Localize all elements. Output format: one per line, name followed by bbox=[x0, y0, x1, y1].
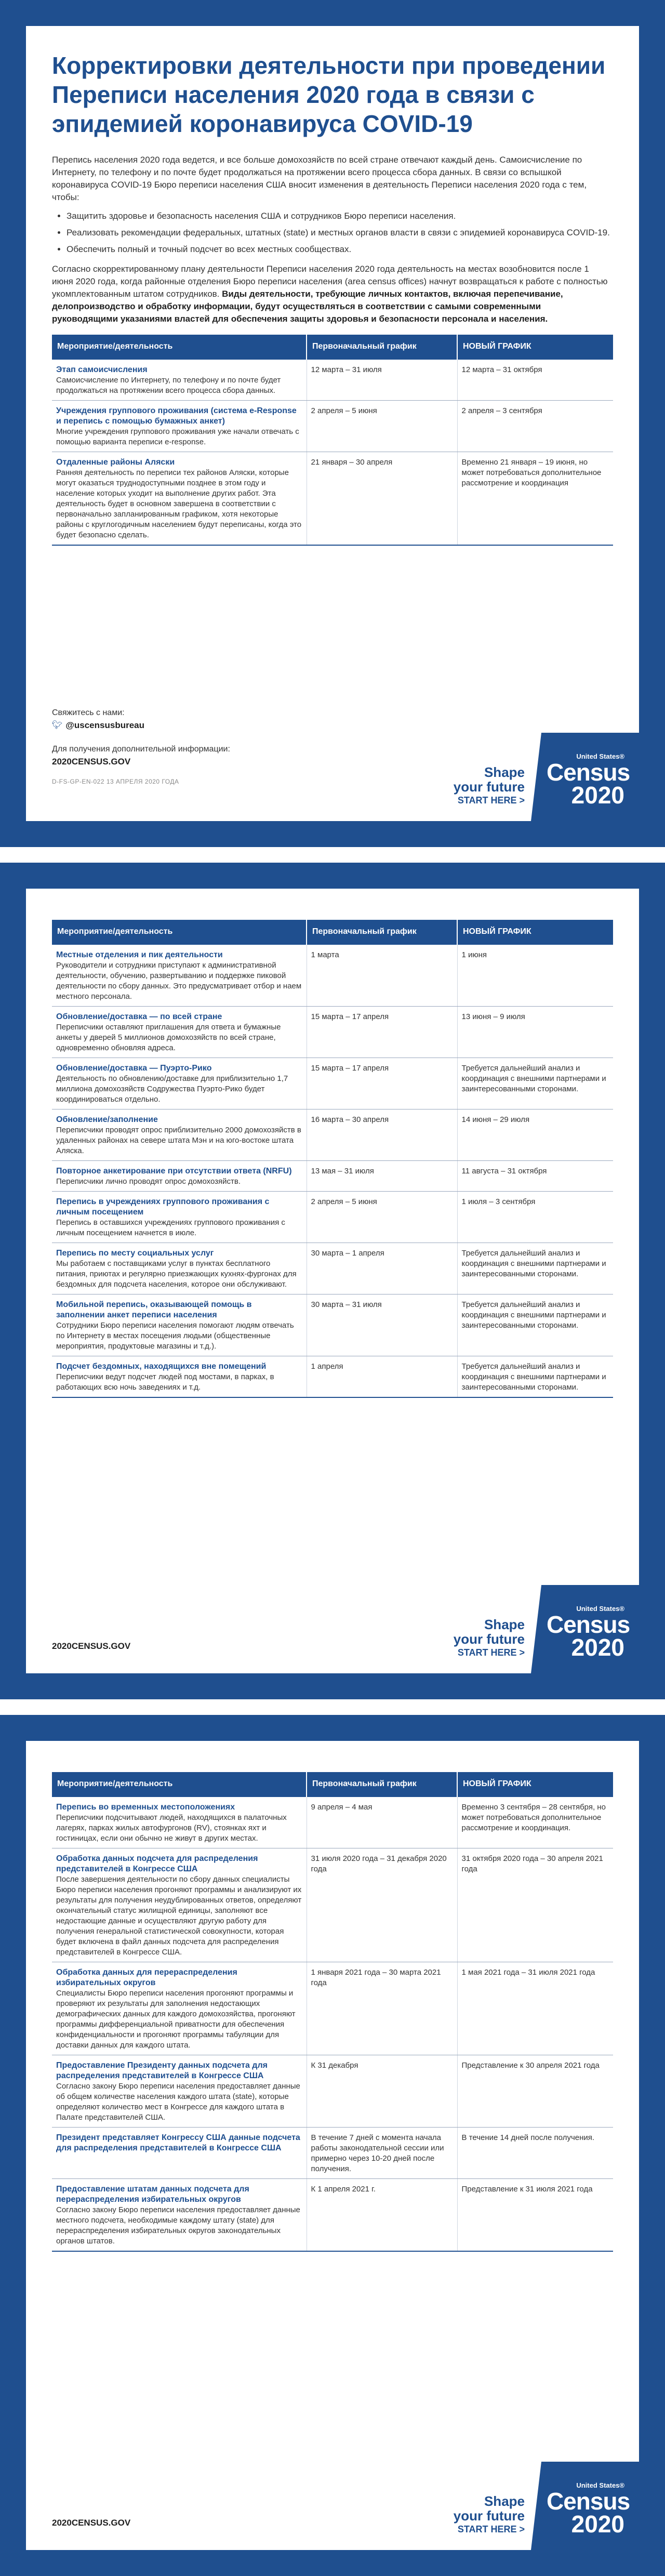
activity-description: Переписчики подсчитывают людей, находящихся в палаточных лагерях, парках жилых автофургонов (RV), стоянках яхт и гостиницах, если они обычно не живут в других местах. bbox=[56, 1813, 287, 1843]
new-schedule-cell: Временно 21 января – 19 июня, но может потребоваться дополнительное рассмотрение и координация bbox=[457, 452, 613, 546]
shape-your-future-logo: Shape your future START HERE > bbox=[453, 2493, 525, 2534]
new-schedule-cell: 11 августа – 31 октября bbox=[457, 1161, 613, 1192]
original-schedule-cell: 16 марта – 30 апреля bbox=[307, 1109, 457, 1161]
table-row bbox=[52, 2055, 613, 2128]
new-schedule-cell: Представление к 31 июля 2021 года bbox=[457, 2179, 613, 2252]
original-schedule-cell: 9 апреля – 4 мая bbox=[307, 1796, 457, 1848]
activity-title: Обработка данных для перераспределения избирательных округов bbox=[56, 1968, 237, 1987]
activity-description: Самоисчисление по Интернету, по телефону и по почте будет продолжаться на протяжении всего процесса сбора данных. bbox=[56, 376, 281, 395]
original-schedule-cell: 2 апреля – 5 июня bbox=[307, 401, 457, 452]
activity-cell bbox=[52, 2128, 307, 2179]
page-2-content bbox=[52, 920, 613, 1398]
new-schedule-cell: 13 июня – 9 июля bbox=[457, 1007, 613, 1058]
brand-angle bbox=[531, 733, 541, 821]
table-header-row bbox=[52, 920, 613, 944]
activity-cell bbox=[52, 401, 307, 452]
schedule-table-2 bbox=[52, 920, 613, 1398]
activity-description: Согласно закону Бюро переписи населения предоставляет данные местного подсчета, необходимые каждому штату (state) для перераспределения избирательных округов законодательных органов штатов. bbox=[56, 2205, 300, 2245]
activity-cell bbox=[52, 1109, 307, 1161]
plan-paragraph-normal: Согласно скорректированному плану деятельности Переписи населения 2020 года деятельность на местах возобновится после 1 июня 2020 года, когда районные отделения Бюро переписи населения (area census offices) начнут возвращаться к работе с полностью укомплектованным штатом сотрудников. bbox=[52, 264, 608, 299]
activity-title: Предоставление Президенту данных подсчета для распределения представителей в Конгрессе США bbox=[56, 2061, 268, 2080]
shape-your-future-logo: Shape your future START HERE > bbox=[453, 1617, 525, 1658]
new-schedule-cell: Требуется дальнейший анализ и координация с внешними партнерами и заинтересованными сторонами. bbox=[457, 1058, 613, 1109]
original-schedule-cell: 12 марта – 31 июля bbox=[307, 359, 457, 401]
original-schedule-cell: 2 апреля – 5 июня bbox=[307, 1192, 457, 1243]
activity-description: Ранняя деятельность по переписи тех районов Аляски, которые могут оказаться труднодоступными позднее в этом году и население которых уходит на выполнение других работ. Эта деятельность будет в основном завершена в соответствии с первоначально запланированным графиком, хотя некоторые районы с круглогодичным населением будут переписаны, когда это будет безопасно сделать. bbox=[56, 468, 302, 539]
page-2-footer bbox=[52, 1640, 130, 1653]
census-brand-block bbox=[447, 1585, 639, 1673]
twitter-handle-link[interactable]: @uscensusbureau bbox=[65, 720, 144, 730]
activity-title: Учреждения группового проживания (система e-Response и перепись с помощью бумажных анкет) bbox=[56, 406, 297, 426]
header-new-schedule: НОВЫЙ ГРАФИК bbox=[457, 920, 613, 944]
new-schedule-cell: 14 июня – 29 июля bbox=[457, 1109, 613, 1161]
original-schedule-cell: 1 марта bbox=[307, 944, 457, 1007]
table-row bbox=[52, 1796, 613, 1848]
activity-cell bbox=[52, 1356, 307, 1398]
census-2020-logo: United States® Census 2020 bbox=[547, 2481, 630, 2538]
original-schedule-cell: 30 марта – 1 апреля bbox=[307, 1243, 457, 1294]
activity-title: Местные отделения и пик деятельности bbox=[56, 950, 223, 959]
brand-angle bbox=[531, 1585, 541, 1673]
page-3-content bbox=[52, 1772, 613, 2252]
original-schedule-cell: В течение 7 дней с момента начала работы законодательной сессии или примерно через 10-20 дней после получения. bbox=[307, 2128, 457, 2179]
document-code: D-FS-GP-EN-022 13 АПРЕЛЯ 2020 ГОДА bbox=[52, 778, 179, 785]
new-schedule-cell: 1 июля – 3 сентября bbox=[457, 1192, 613, 1243]
activity-cell bbox=[52, 359, 307, 401]
twitter-bird-icon: 🐦︎ bbox=[52, 721, 63, 730]
page-2 bbox=[0, 863, 665, 1699]
original-schedule-cell: К 1 апреля 2021 г. bbox=[307, 2179, 457, 2252]
census-2020-logo: United States® Census 2020 bbox=[547, 1605, 630, 1661]
activity-title: Мобильной перепись, оказывающей помощь в заполнении анкет переписи населения bbox=[56, 1300, 252, 1319]
table-row bbox=[52, 1243, 613, 1294]
new-schedule-cell: 1 мая 2021 года – 31 июля 2021 года bbox=[457, 1962, 613, 2055]
table-row bbox=[52, 1058, 613, 1109]
activity-title: Этап самоисчисления bbox=[56, 365, 148, 374]
page-3 bbox=[0, 1715, 665, 2576]
plan-paragraph bbox=[52, 263, 608, 325]
document-title: Корректировки деятельности при проведении Переписи населения 2020 года в связи с эпидемией коронавируса COVID-19 bbox=[52, 52, 606, 137]
page-1 bbox=[0, 0, 665, 847]
page-1-footer bbox=[52, 707, 230, 788]
activity-description: Сотрудники Бюро переписи населения помогают людям отвечать по Интернету в местах посещения людьми (общественные мероприятия, продуктовые магазины и т.д.). bbox=[56, 1321, 294, 1351]
new-schedule-cell: Требуется дальнейший анализ и координация с внешними партнерами и заинтересованными сторонами. bbox=[457, 1356, 613, 1398]
activity-title: Отдаленные районы Аляски bbox=[56, 458, 175, 467]
new-schedule-cell: 1 июня bbox=[457, 944, 613, 1007]
activity-title: Обновление/заполнение bbox=[56, 1115, 158, 1124]
census-brand-block bbox=[447, 2462, 639, 2550]
original-schedule-cell: 13 мая – 31 июля bbox=[307, 1161, 457, 1192]
table-row bbox=[52, 1109, 613, 1161]
website-link[interactable]: 2020CENSUS.GOV bbox=[52, 757, 131, 767]
activity-title: Президент представляет Конгрессу США данные подсчета для распределения представителей в Конгрессе США bbox=[56, 2133, 300, 2152]
activity-title: Перепись по месту социальных услуг bbox=[56, 1249, 214, 1258]
table-row bbox=[52, 1192, 613, 1243]
twitter-line bbox=[52, 719, 230, 732]
schedule-table-1 bbox=[52, 335, 613, 546]
table-row bbox=[52, 1007, 613, 1058]
activity-cell bbox=[52, 1796, 307, 1848]
activity-description: Перепись в оставшихся учреждениях группового проживания с личным посещением начнется в июле. bbox=[56, 1218, 285, 1237]
activity-cell bbox=[52, 2179, 307, 2252]
page-1-content bbox=[52, 51, 613, 546]
original-schedule-cell: 21 января – 30 апреля bbox=[307, 452, 457, 546]
goal-item-1: • Защитить здоровье и безопасность населения США и сотрудников Бюро переписи населения. bbox=[66, 210, 613, 222]
website-link[interactable]: 2020CENSUS.GOV bbox=[52, 2518, 131, 2528]
goal-item-3: • Обеспечить полный и точный подсчет во всех местных сообществах. bbox=[66, 243, 613, 256]
activity-title: Повторное анкетирование при отсутствии ответа (NRFU) bbox=[56, 1167, 292, 1175]
activity-cell bbox=[52, 1192, 307, 1243]
schedule-table-3 bbox=[52, 1772, 613, 2252]
activity-description: Многие учреждения группового проживания уже начали отвечать с помощью варианта переписи e-response. bbox=[56, 427, 299, 446]
goals-list bbox=[52, 210, 613, 256]
table-row bbox=[52, 1356, 613, 1398]
plan-paragraph-bold: Виды деятельности, требующие личных контактов, включая перепечивание, делопроизводство и обработку информации, будут осуществляться в соответствии с самыми современными руководящими указаниями властей для обеспечения защиты здоровья и безопасности персонала и населения. bbox=[52, 289, 563, 324]
table-row bbox=[52, 1161, 613, 1192]
new-schedule-cell: В течение 14 дней после получения. bbox=[457, 2128, 613, 2179]
new-schedule-cell: Временно 3 сентября – 28 сентября, но может потребоваться дополнительное рассмотрение и координация. bbox=[457, 1796, 613, 1848]
activity-cell bbox=[52, 1962, 307, 2055]
new-schedule-cell: Требуется дальнейший анализ и координация с внешними партнерами и заинтересованными сторонами. bbox=[457, 1294, 613, 1356]
original-schedule-cell: 15 марта – 17 апреля bbox=[307, 1007, 457, 1058]
activity-title: Подсчет бездомных, находящихся вне помещений bbox=[56, 1362, 267, 1371]
table-row bbox=[52, 2179, 613, 2252]
header-new-schedule: НОВЫЙ ГРАФИК bbox=[457, 335, 613, 359]
header-activity: Мероприятие/деятельность bbox=[52, 1772, 307, 1796]
page-2-sheet bbox=[26, 889, 639, 1673]
header-new-schedule: НОВЫЙ ГРАФИК bbox=[457, 1772, 613, 1796]
activity-title: Предоставление штатам данных подсчета для перераспределения избирательных округов bbox=[56, 2185, 249, 2204]
header-activity: Мероприятие/деятельность bbox=[52, 335, 307, 359]
shape-your-future-logo: Shape your future START HERE > bbox=[453, 764, 525, 805]
more-info-label: Для получения дополнительной информации: bbox=[52, 745, 230, 754]
census-brand-block bbox=[447, 733, 639, 821]
activity-cell bbox=[52, 944, 307, 1007]
activity-description: Руководители и сотрудники приступают к административной деятельности, обучению, развертыванию и поддержке пиковой деятельности по сбору данных. Это предусматривает отбор и наем местного персонала. bbox=[56, 961, 302, 1001]
table-row bbox=[52, 401, 613, 452]
activity-title: Обновление/доставка — Пуэрто-Рико bbox=[56, 1064, 212, 1073]
table-row bbox=[52, 2128, 613, 2179]
header-activity: Мероприятие/деятельность bbox=[52, 920, 307, 944]
activity-title: Обработка данных подсчета для распределения представителей в Конгрессе США bbox=[56, 1854, 258, 1873]
table-row bbox=[52, 1294, 613, 1356]
activity-cell bbox=[52, 1161, 307, 1192]
original-schedule-cell: 1 апреля bbox=[307, 1356, 457, 1398]
activity-description: Переписчики проводят опрос приблизительно 2000 домохозяйств в удаленных районах на севере штата Мэн и на юго-востоке штата Аляска. bbox=[56, 1126, 301, 1155]
brand-angle bbox=[531, 2462, 541, 2550]
new-schedule-cell: Требуется дальнейший анализ и координация с внешними партнерами и заинтересованными сторонами. bbox=[457, 1243, 613, 1294]
activity-description: После завершения деятельности по сбору данных специалисты Бюро переписи населения прогоняют программы и анализируют их результаты для получения неудублированных ответов, определяют окончательный статус жилищной единицы, заполняют все недостающие данные и осуществляют другую работу для получения генеральной статистической совокупности, которая будет включена в файл данных подсчета для распределения представителей в Конгрессе США. bbox=[56, 1875, 302, 1957]
table-row bbox=[52, 944, 613, 1007]
original-schedule-cell: 15 марта – 17 апреля bbox=[307, 1058, 457, 1109]
intro-paragraph: Перепись населения 2020 года ведется, и все больше домохозяйств по всей стране отвечают каждый день. Самоисчисление по Интернету, по телефону и по почте будет продолжаться на протяжении всего процесса сбора данных. В связи со вспышкой коронавируса COVID-19 Бюро переписи населения США вносит изменения в деятельность Переписи населения 2020 года с тем, чтобы: bbox=[52, 155, 587, 202]
goal-item-2: • Реализовать рекомендации федеральных, штатных (state) и местных органов власти в связи с эпидемией коронавируса COVID-19. bbox=[66, 227, 613, 239]
activity-cell bbox=[52, 2055, 307, 2128]
activity-cell bbox=[52, 1294, 307, 1356]
original-schedule-cell: 30 марта – 31 июля bbox=[307, 1294, 457, 1356]
activity-title: Перепись в учреждениях группового проживания с личным посещением bbox=[56, 1197, 270, 1217]
new-schedule-cell: 12 марта – 31 октября bbox=[457, 359, 613, 401]
page-1-sheet bbox=[26, 26, 639, 821]
activity-cell bbox=[52, 452, 307, 546]
page-3-footer bbox=[52, 2517, 130, 2529]
original-schedule-cell: К 31 декабря bbox=[307, 2055, 457, 2128]
website-link[interactable]: 2020CENSUS.GOV bbox=[52, 1641, 131, 1651]
table-header-row bbox=[52, 1772, 613, 1796]
header-original-schedule: Первоначальный график bbox=[307, 920, 457, 944]
table-row bbox=[52, 452, 613, 546]
table-header-row bbox=[52, 335, 613, 359]
new-schedule-cell: 2 апреля – 3 сентября bbox=[457, 401, 613, 452]
activity-description: Переписчики ведут подсчет людей под мостами, в парках, в работающих всю ночь заведениях и т.д. bbox=[56, 1372, 274, 1392]
table-row bbox=[52, 1848, 613, 1962]
activity-cell bbox=[52, 1058, 307, 1109]
activity-cell bbox=[52, 1848, 307, 1962]
connect-label: Свяжитесь с нами: bbox=[52, 708, 125, 717]
original-schedule-cell: 31 июля 2020 года – 31 декабря 2020 года bbox=[307, 1848, 457, 1962]
activity-description: Переписчики лично проводят опрос домохозяйств. bbox=[56, 1177, 241, 1186]
activity-description: Переписчики оставляют приглашения для ответа и бумажные анкеты у дверей 5 миллионов домохозяйств по всей стране, одновременно обновляя адреса. bbox=[56, 1023, 281, 1052]
new-schedule-cell: Представление к 30 апреля 2021 года bbox=[457, 2055, 613, 2128]
header-original-schedule: Первоначальный график bbox=[307, 335, 457, 359]
activity-title: Обновление/доставка — по всей стране bbox=[56, 1012, 222, 1021]
header-original-schedule: Первоначальный график bbox=[307, 1772, 457, 1796]
census-2020-logo: United States® Census 2020 bbox=[547, 752, 630, 809]
activity-description: Мы работаем с поставщиками услуг в пунктах бесплатного питания, приютах и регулярно приезжающих кухнях-фургонах для бездомных для подсчета населения, которое они обслуживают. bbox=[56, 1259, 297, 1289]
activity-title: Перепись во временных местоположениях bbox=[56, 1803, 235, 1812]
activity-cell bbox=[52, 1007, 307, 1058]
activity-description: Согласно закону Бюро переписи населения предоставляет данные об общем количестве населения каждого штата (state), которые определяют количество мест в Конгрессе для каждого штата в Палате представителей США. bbox=[56, 2082, 300, 2122]
activity-cell bbox=[52, 1243, 307, 1294]
activity-description: Деятельность по обновлению/доставке для приблизительно 1,7 миллиона домохозяйств Содружества Пуэрто-Рико будет координироваться отдельно. bbox=[56, 1074, 288, 1104]
activity-description: Специалисты Бюро переписи населения прогоняют программы и проверяют их результаты для заполнения недостающих демографических данных для каждого домохозяйства, прогоняют программы дифференциальной приватности для обеспечения конфиденциальности и прогоняют программы табуляции для доставки данных для каждого штата. bbox=[56, 1989, 296, 2050]
table-row bbox=[52, 359, 613, 401]
table-row bbox=[52, 1962, 613, 2055]
new-schedule-cell: 31 октября 2020 года – 30 апреля 2021 года bbox=[457, 1848, 613, 1962]
page-3-sheet bbox=[26, 1741, 639, 2550]
original-schedule-cell: 1 января 2021 года – 30 марта 2021 года bbox=[307, 1962, 457, 2055]
